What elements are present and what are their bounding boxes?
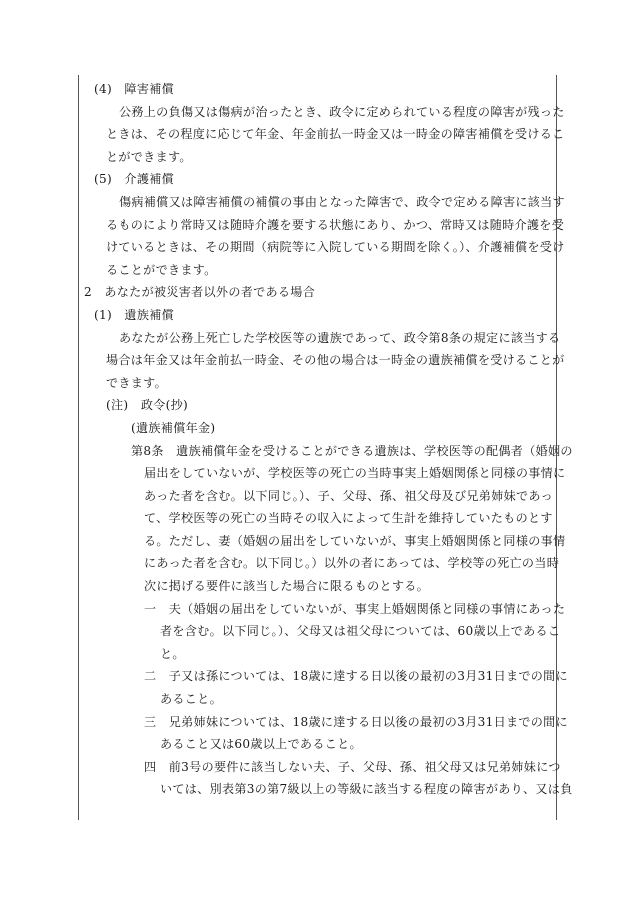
text-line: あった者を含む。以下同じ。）、子、父母、孫、祖父母及び兄弟姉妹であっ	[144, 488, 554, 503]
text-line: る。ただし、妻（婚姻の届出をしていないが、事実上婚姻関係と同様の事情	[144, 533, 566, 548]
text-line: ることができます。	[106, 262, 217, 277]
text-line: 2 あなたが被災害者以外の者である場合	[84, 285, 316, 300]
text-line: にあった者を含む。以下同じ。）以外の者にあっては、学校等の死亡の当時	[144, 556, 560, 571]
text-line: 第8条 遺族補償年金を受けることができる遺族は、学校医等の配偶者（婚姻の	[131, 443, 573, 458]
text-line: (4) 障害補償	[94, 82, 174, 96]
text-line: と。	[160, 646, 185, 661]
document-body	[84, 78, 573, 801]
text-line: (1) 遺族補償	[94, 307, 174, 322]
text-line: 場合は年金又は年金前払一時金、その他の場合は一時金の遺族補償を受けることが	[106, 353, 565, 368]
text-line: 次に掲げる要件に該当した場合に限るものとする。	[144, 579, 430, 594]
text-line: とができます。	[106, 149, 192, 164]
text-line: できます。	[106, 375, 168, 390]
text-line: いては、別表第3の第7級以上の等級に該当する程度の障害があり、又は負	[160, 782, 573, 797]
text-line: けているときは、その期間（病院等に入院している期間を除く。）、介護補償を受け	[106, 240, 565, 255]
text-line: (遺族補償年金)	[131, 420, 216, 435]
text-line: 一 夫（婚姻の届出をしていないが、事実上婚姻関係と同様の事情にあった	[144, 601, 566, 616]
text-line: 届出をしていないが、学校医等の死亡の当時事実上婚姻関係と同様の事情に	[144, 466, 566, 481]
text-line: 四 前3号の要件に該当しない夫、子、父母、孫、祖父母又は兄弟姉妹につ	[144, 759, 561, 774]
text-line: て、学校医等の死亡の当時その収入によって生計を維持していたものとす	[144, 511, 553, 526]
text-line: ときは、その程度に応じて年金、年金前払一時金又は一時金の障害補償を受けるこ	[106, 127, 565, 142]
text-line: (注) 政令(抄)	[106, 398, 189, 413]
text-line: あなたが公務上死亡した学校医等の遺族であって、政令第8条の規定に該当する	[119, 330, 561, 345]
text-line: 者を含む。以下同じ。）、父母又は祖父母については、60歳以上であるこ	[160, 624, 561, 639]
text-line: あること。	[160, 692, 222, 707]
text-line: 傷病補償又は障害補償の補償の事由となった障害で、政令で定める障害に該当す	[119, 194, 565, 209]
text-line: あること又は60歳以上であること。	[160, 737, 362, 752]
text-line: 公務上の負傷又は傷病が治ったとき、政令に定められている程度の障害が残った	[119, 104, 565, 119]
text-line: (5) 介護補償	[94, 172, 174, 187]
text-line: 三 兄弟姉妹については、18歳に達する日以後の最初の3月31日までの間に	[144, 714, 568, 729]
text-line: 二 子又は孫については、18歳に達する日以後の最初の3月31日までの間に	[144, 669, 568, 684]
text-line: るものにより常時又は随時介護を要する状態にあり、かつ、常時又は随時介護を受	[106, 217, 565, 232]
